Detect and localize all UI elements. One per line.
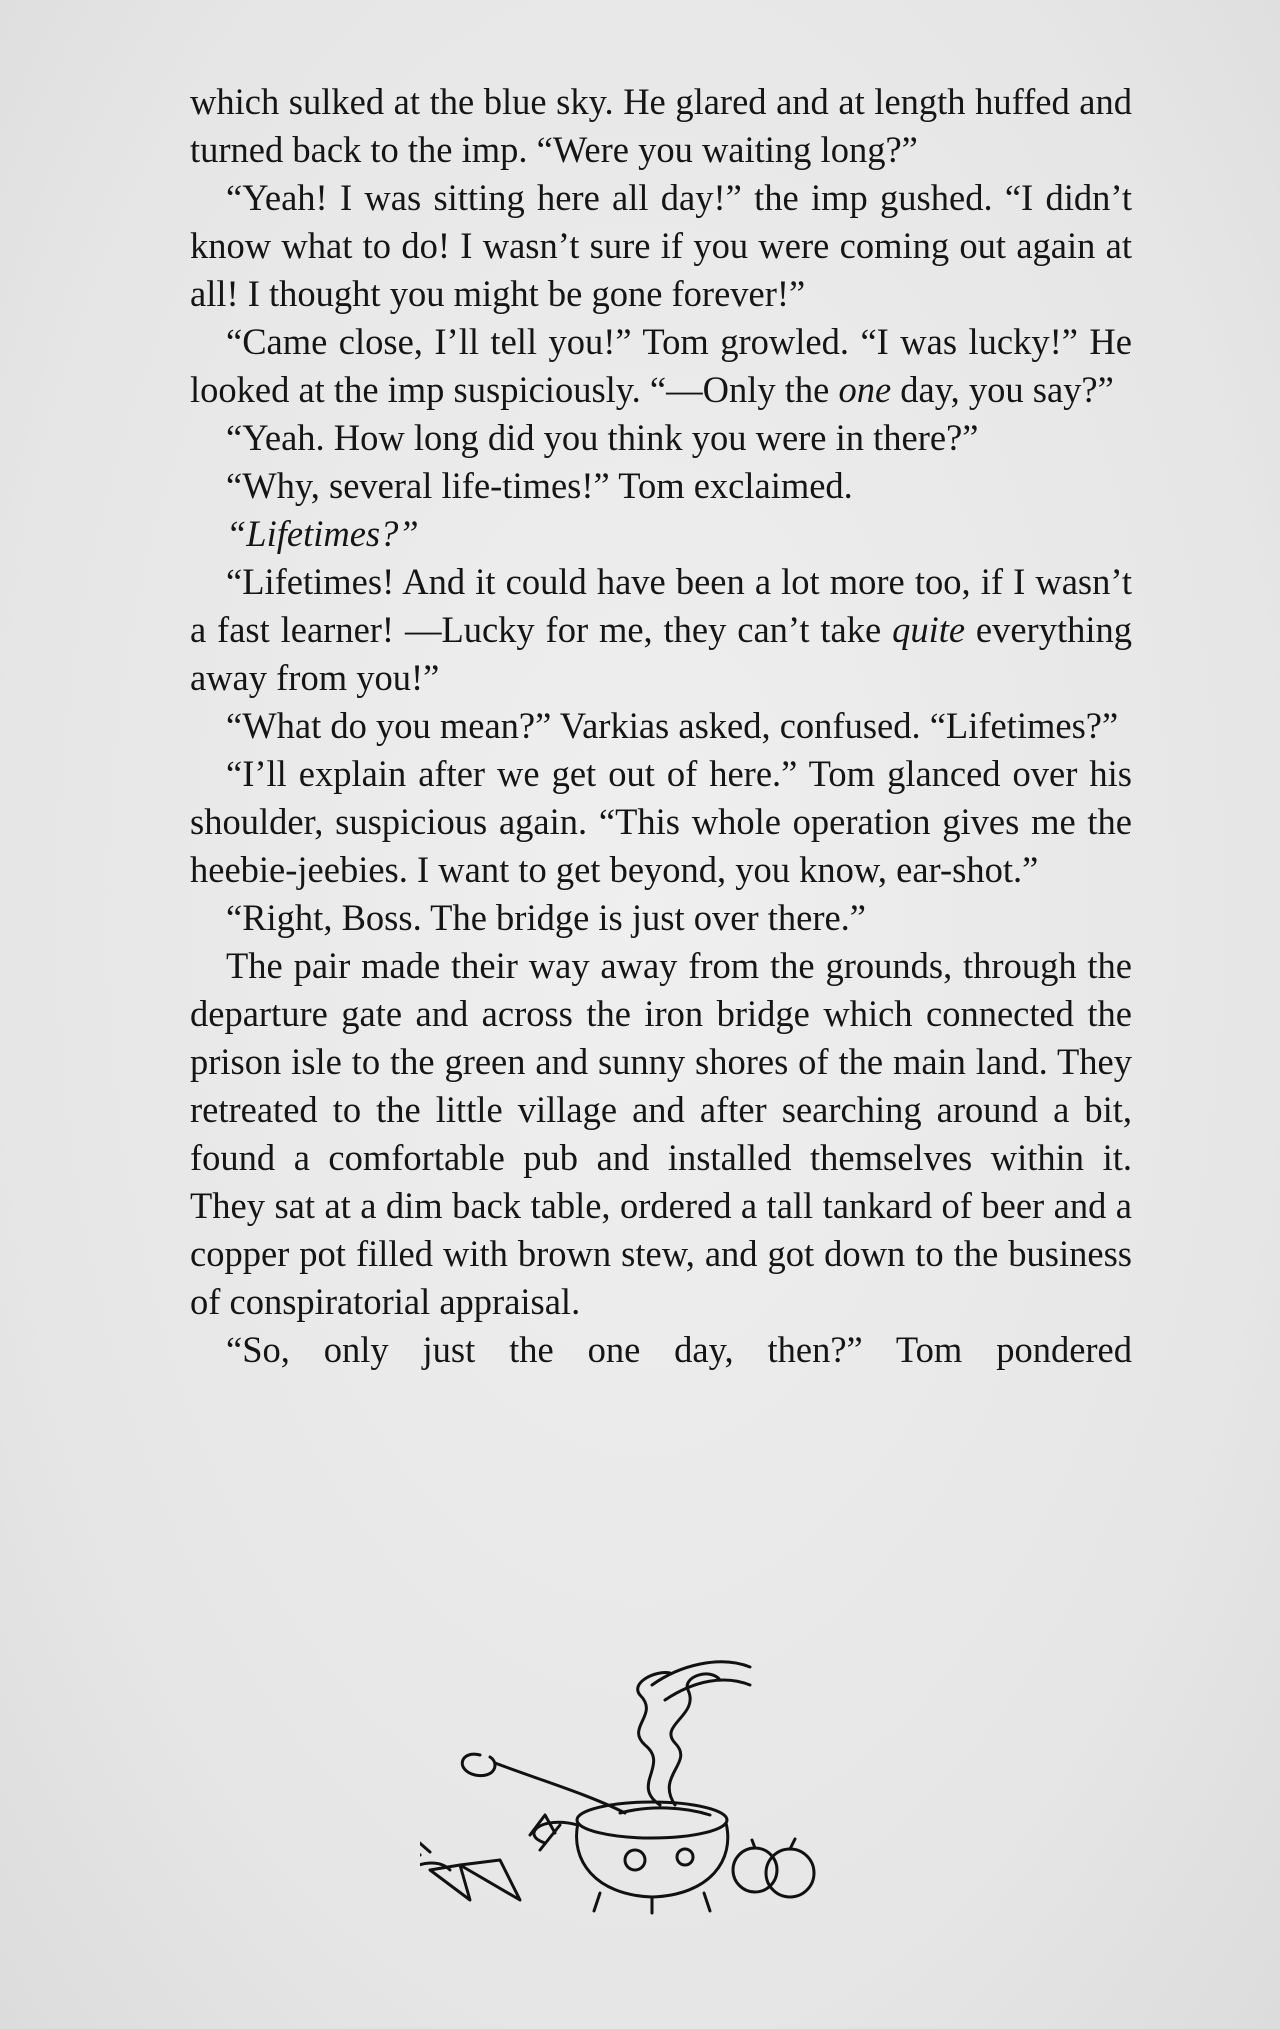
paragraph-5: “Why, several life-times!” Tom exclaimed.	[226, 465, 853, 506]
paragraph-3-a: “Came close, I’ll tell you!” Tom growled. “I was lucky!” He looked at the imp suspiciously. “—Only the	[190, 321, 1132, 410]
paragraph-2: “Yeah! I was sitting here all day!” the imp gushed. “I didn’t know what to do! I wasn’t sure if you were coming out again at all! I thought you might be gone forever!”	[190, 177, 1132, 314]
paragraph-3-b: day, you say?”	[891, 369, 1114, 410]
paragraph-10: “Right, Boss. The bridge is just over there.”	[226, 897, 866, 938]
paragraph-12: “So, only just the one day, then?” Tom pondered	[226, 1329, 1132, 1370]
ladle-icon	[462, 1754, 625, 1813]
body-text	[190, 78, 1132, 1374]
paragraph-3-emphasis: one	[838, 369, 892, 410]
stew-pot-illustration	[420, 1645, 860, 1915]
paragraph-4: “Yeah. How long did you think you were in there?”	[226, 417, 979, 458]
paragraph-3	[190, 318, 1132, 414]
paragraph-9: “I’ll explain after we get out of here.” Tom glanced over his shoulder, suspicious again. “This whole operation gives me the heebie-jeebies. I want to get beyond, you know, ear-shot.”	[190, 753, 1132, 890]
paragraph-7-b: everything away from you!”	[190, 609, 1132, 698]
paragraph-6: “Lifetimes?”	[226, 513, 419, 554]
paragraph-1: which sulked at the blue sky. He glared and at length huffed and turned back to the imp. “Were you waiting long?”	[190, 81, 1132, 170]
paragraph-7	[190, 558, 1132, 702]
cauldron-icon	[534, 1802, 728, 1913]
apples-icon	[733, 1839, 814, 1897]
paragraph-7-a: “Lifetimes! And it could have been a lot more too, if I wasn’t a fast learner! —Lucky for me, they can’t take	[190, 561, 1132, 650]
paragraph-7-emphasis: quite	[892, 609, 966, 650]
steam-icon	[638, 1662, 750, 1805]
paragraph-8: “What do you mean?” Varkias asked, confused. “Lifetimes?”	[226, 705, 1119, 746]
paragraph-11: The pair made their way away from the grounds, through the departure gate and across the iron bridge which connected the prison isle to the green and sunny shores of the main land. They retreated to the little village and after searching around a bit, found a comfortable pub and installed themselves within it. They sat at a dim back table, ordered a tall tankard of beer and a copper pot filled with brown stew, and got down to the business of conspiratorial appraisal.	[190, 945, 1132, 1322]
